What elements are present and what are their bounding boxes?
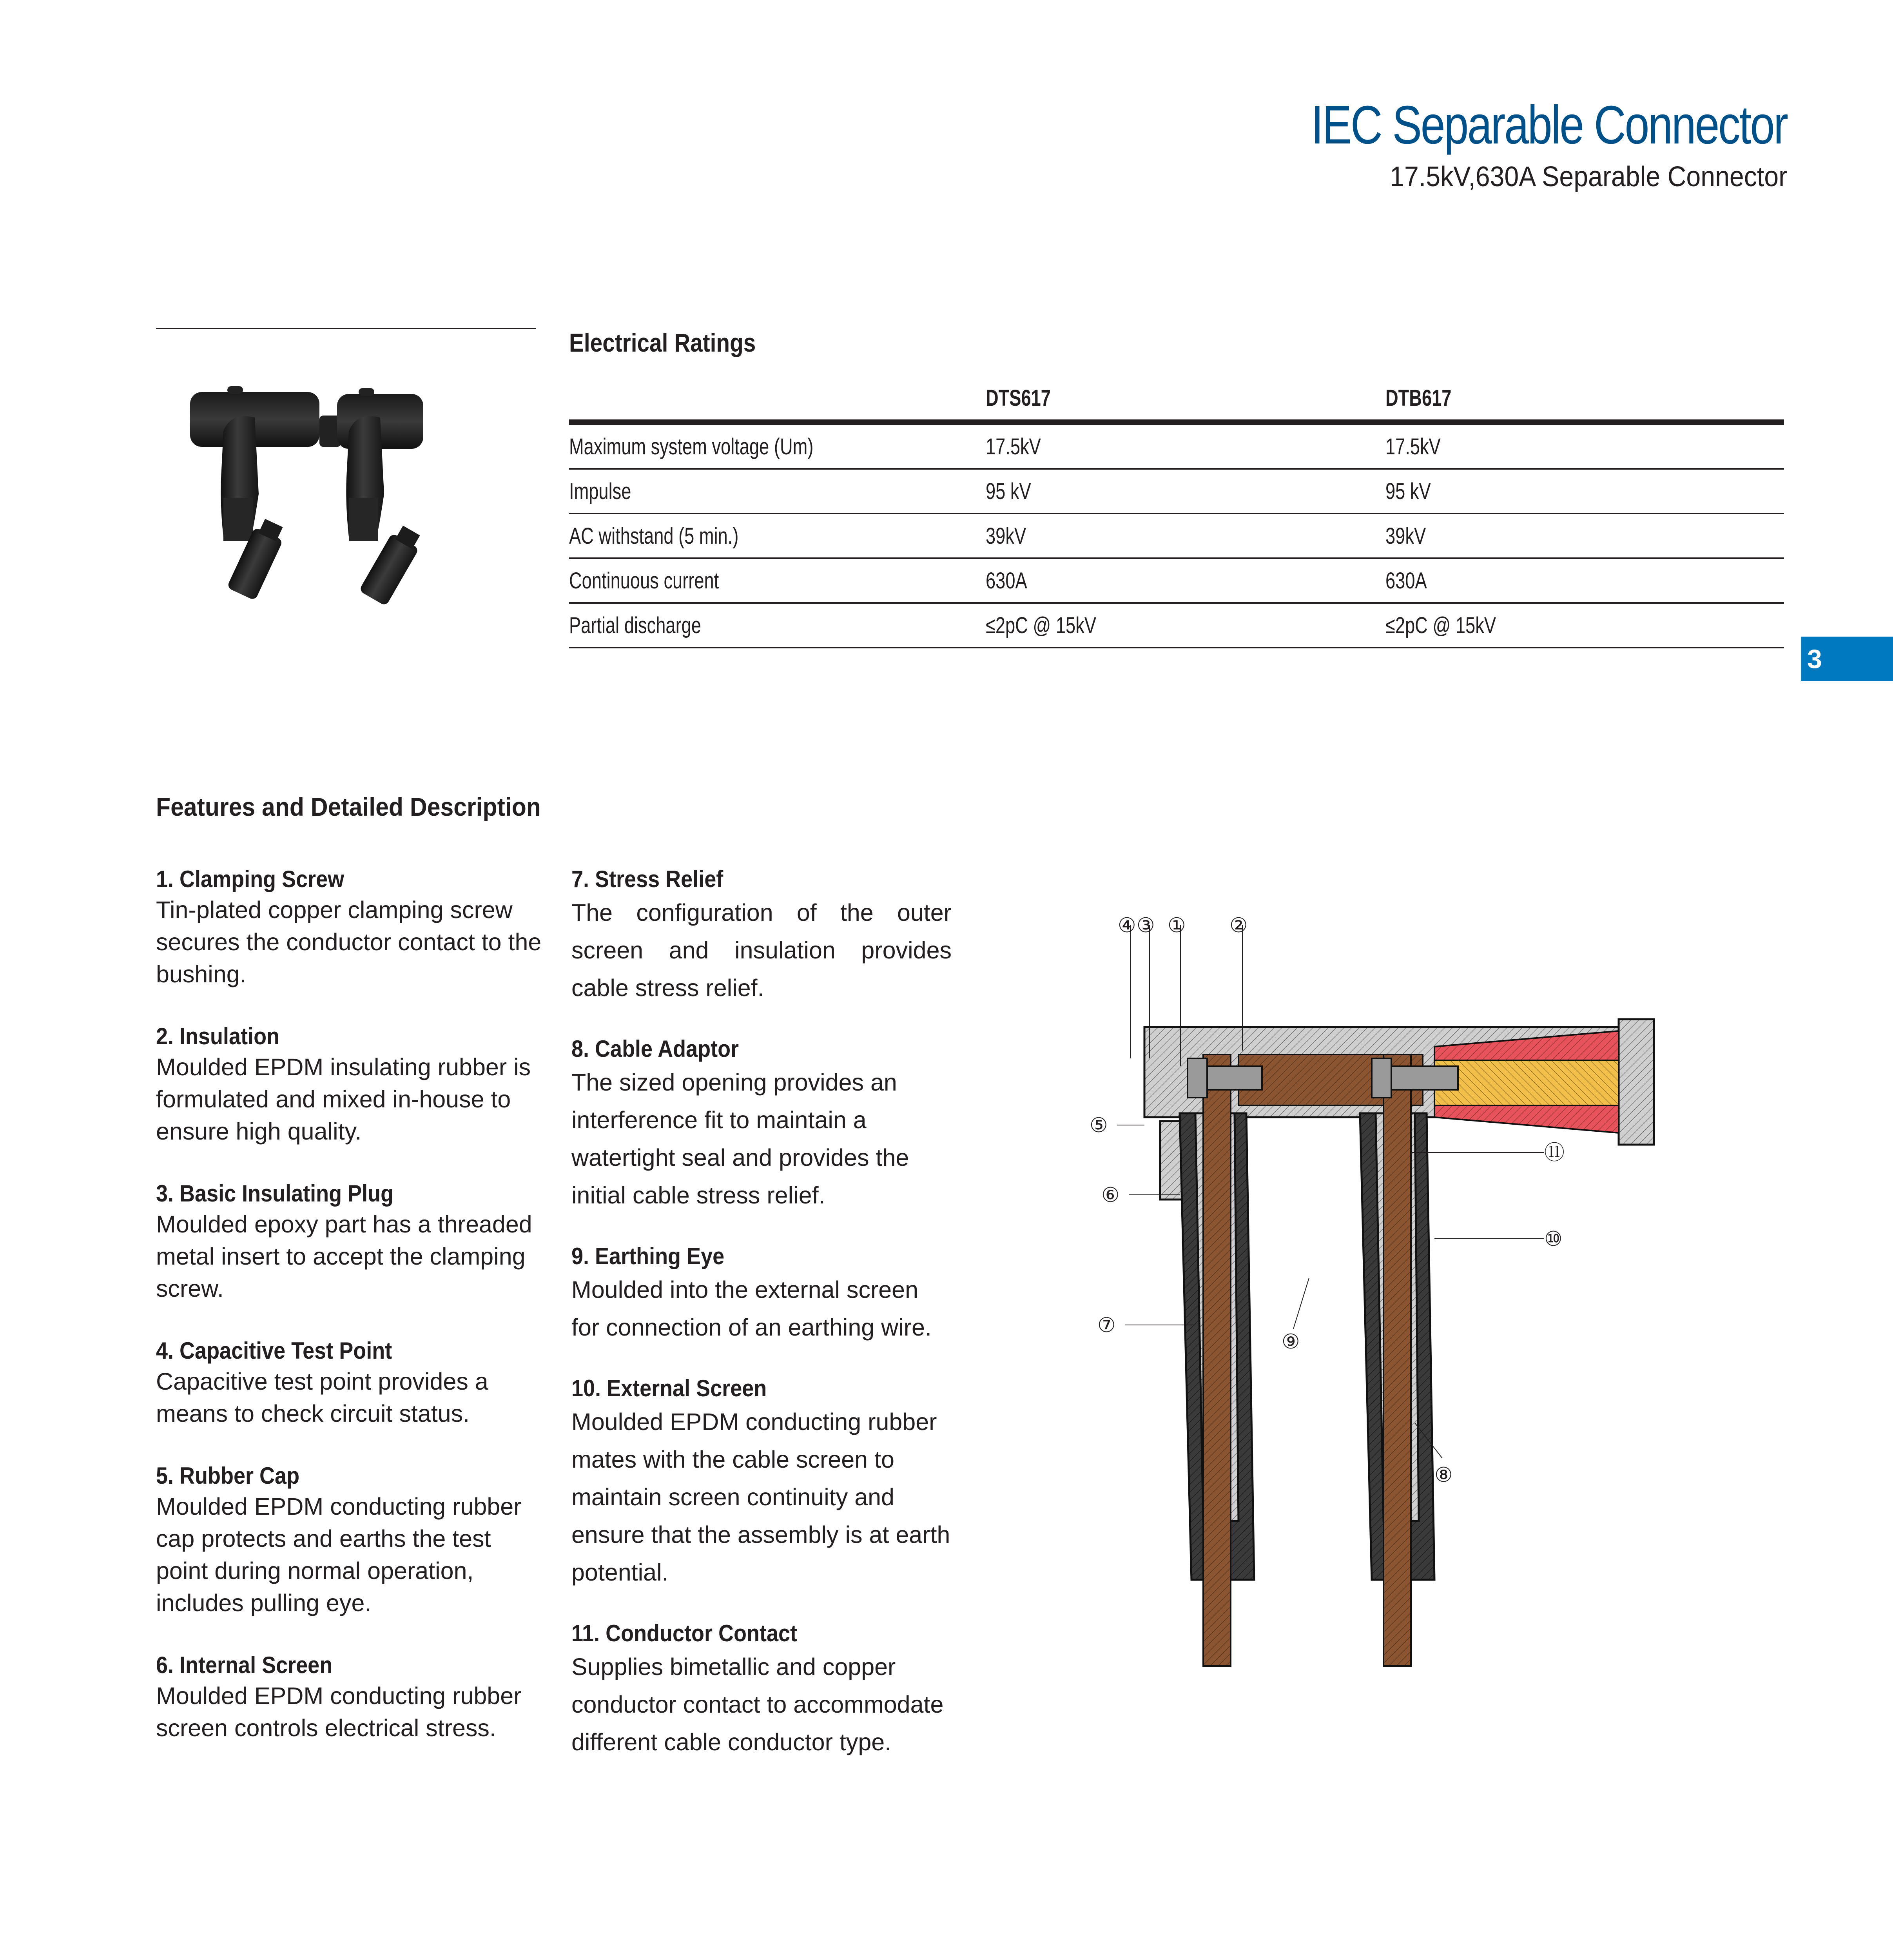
cell-value: 17.5kV [986, 422, 1385, 469]
feature-desc: Tin-plated copper clamping screw secures the conductor contact to the bushing. [156, 897, 542, 987]
feature-title: 9. Earthing Eye [571, 1243, 725, 1269]
cell-value: ≤2pC @ 15kV [986, 603, 1385, 648]
svg-text:①: ① [1168, 914, 1186, 937]
cell-value: 95 kV [1385, 469, 1784, 514]
features-heading: Features and Detailed Description [156, 792, 541, 821]
connector-left [190, 386, 319, 601]
feature-title: 6. Internal Screen [156, 1652, 333, 1678]
product-photo [165, 353, 529, 639]
section-tab-label: 3 [1807, 644, 1822, 674]
feature-desc: The configuration of the outer screen and insulation provides cable stress relief. [571, 899, 952, 1001]
feature-title: 11. Conductor Contact [571, 1620, 798, 1646]
svg-text:⑦: ⑦ [1097, 1314, 1116, 1337]
divider [156, 328, 536, 329]
table-row [569, 603, 1784, 648]
feature-item [156, 1336, 548, 1430]
row-label: Impulse [569, 469, 986, 514]
page-subtitle: 17.5kV,630A Separable Connector [1389, 161, 1787, 192]
column-header-dtb617: DTB617 [1385, 376, 1784, 422]
feature-item [156, 1179, 548, 1305]
row-label: AC withstand (5 min.) [569, 514, 986, 558]
feature-item [156, 1650, 548, 1744]
cross-section-diagram [1090, 894, 1701, 1678]
callout-4 [1118, 914, 1136, 1058]
feature-desc: Moulded epoxy part has a threaded metal insert to accept the clamping screw. [156, 1211, 532, 1302]
feature-desc: The sized opening provides an interference fit to maintain a watertight seal and provides the initial cable stress relief. [571, 1069, 909, 1209]
feature-desc: Moulded into the external screen for connection of an earthing wire. [571, 1276, 932, 1341]
svg-text:⑪: ⑪ [1544, 1141, 1565, 1165]
table-row [569, 422, 1784, 469]
feature-desc: Capacitive test point provides a means to check circuit status. [156, 1368, 488, 1427]
feature-title: 3. Basic Insulating Plug [156, 1180, 394, 1207]
svg-text:⑨: ⑨ [1282, 1330, 1300, 1354]
insulation [1434, 1031, 1619, 1133]
cell-value: 630A [986, 558, 1385, 603]
connector-right [319, 388, 425, 606]
feature-title: 7. Stress Relief [571, 866, 723, 892]
features-column-left [156, 864, 548, 1775]
ratings-heading: Electrical Ratings [569, 328, 756, 357]
feature-item [571, 1619, 952, 1761]
row-label: Partial discharge [569, 603, 986, 648]
table-row [569, 514, 1784, 558]
feature-item [156, 1022, 548, 1147]
page-title: IEC Separable Connector [1311, 95, 1787, 155]
feature-desc: Moulded EPDM conducting rubber cap protects and earths the test point during normal operation, includes pulling eye. [156, 1493, 522, 1616]
callout-5 [1090, 1114, 1144, 1137]
callout-7 [1097, 1314, 1195, 1337]
features-column-right [571, 864, 952, 1788]
feature-title: 2. Insulation [156, 1023, 280, 1049]
feature-desc: Moulded EPDM conducting rubber screen controls electrical stress. [156, 1682, 522, 1741]
cell-value: 17.5kV [1385, 422, 1784, 469]
callout-9 [1282, 1278, 1309, 1354]
callout-11 [1411, 1141, 1565, 1165]
feature-title: 1. Clamping Screw [156, 866, 345, 892]
section-tab [1801, 637, 1893, 681]
feature-desc: Supplies bimetallic and copper conductor contact to accommodate different cable conductor type. [571, 1653, 944, 1755]
cell-value: 39kV [1385, 514, 1784, 558]
feature-item [571, 1374, 952, 1591]
feature-title: 8. Cable Adaptor [571, 1036, 739, 1062]
cell-value: ≤2pC @ 15kV [1385, 603, 1784, 648]
column-header [569, 376, 986, 422]
table-header-row [569, 376, 1784, 422]
feature-item [156, 864, 548, 990]
feature-item [571, 864, 952, 1007]
feature-desc: Moulded EPDM conducting rubber mates with the cable screen to maintain screen continuity and ensure that the assembly is at earth potential. [571, 1408, 950, 1586]
feature-item [156, 1461, 548, 1619]
row-label: Maximum system voltage (Um) [569, 422, 986, 469]
ratings-table [569, 376, 1784, 648]
svg-text:⑥: ⑥ [1101, 1183, 1120, 1207]
feature-item [571, 1034, 952, 1214]
cell-value: 39kV [986, 514, 1385, 558]
svg-text:②: ② [1229, 914, 1248, 937]
feature-title: 4. Capacitive Test Point [156, 1338, 392, 1364]
cell-value: 630A [1385, 558, 1784, 603]
svg-text:③: ③ [1137, 914, 1155, 937]
feature-title: 10. External Screen [571, 1375, 767, 1401]
feature-item [571, 1241, 952, 1346]
table-row [569, 469, 1784, 514]
column-header-dts617: DTS617 [986, 376, 1385, 422]
feature-desc: Moulded EPDM insulating rubber is formulated and mixed in-house to ensure high quality. [156, 1054, 531, 1145]
svg-text:⑧: ⑧ [1434, 1463, 1453, 1487]
callout-10 [1434, 1227, 1563, 1251]
cell-value: 95 kV [986, 469, 1385, 514]
svg-text:⑩: ⑩ [1544, 1227, 1563, 1251]
svg-text:④: ④ [1118, 914, 1136, 937]
row-label: Continuous current [569, 558, 986, 603]
feature-title: 5. Rubber Cap [156, 1463, 300, 1489]
svg-text:⑤: ⑤ [1090, 1114, 1108, 1137]
table-row [569, 558, 1784, 603]
